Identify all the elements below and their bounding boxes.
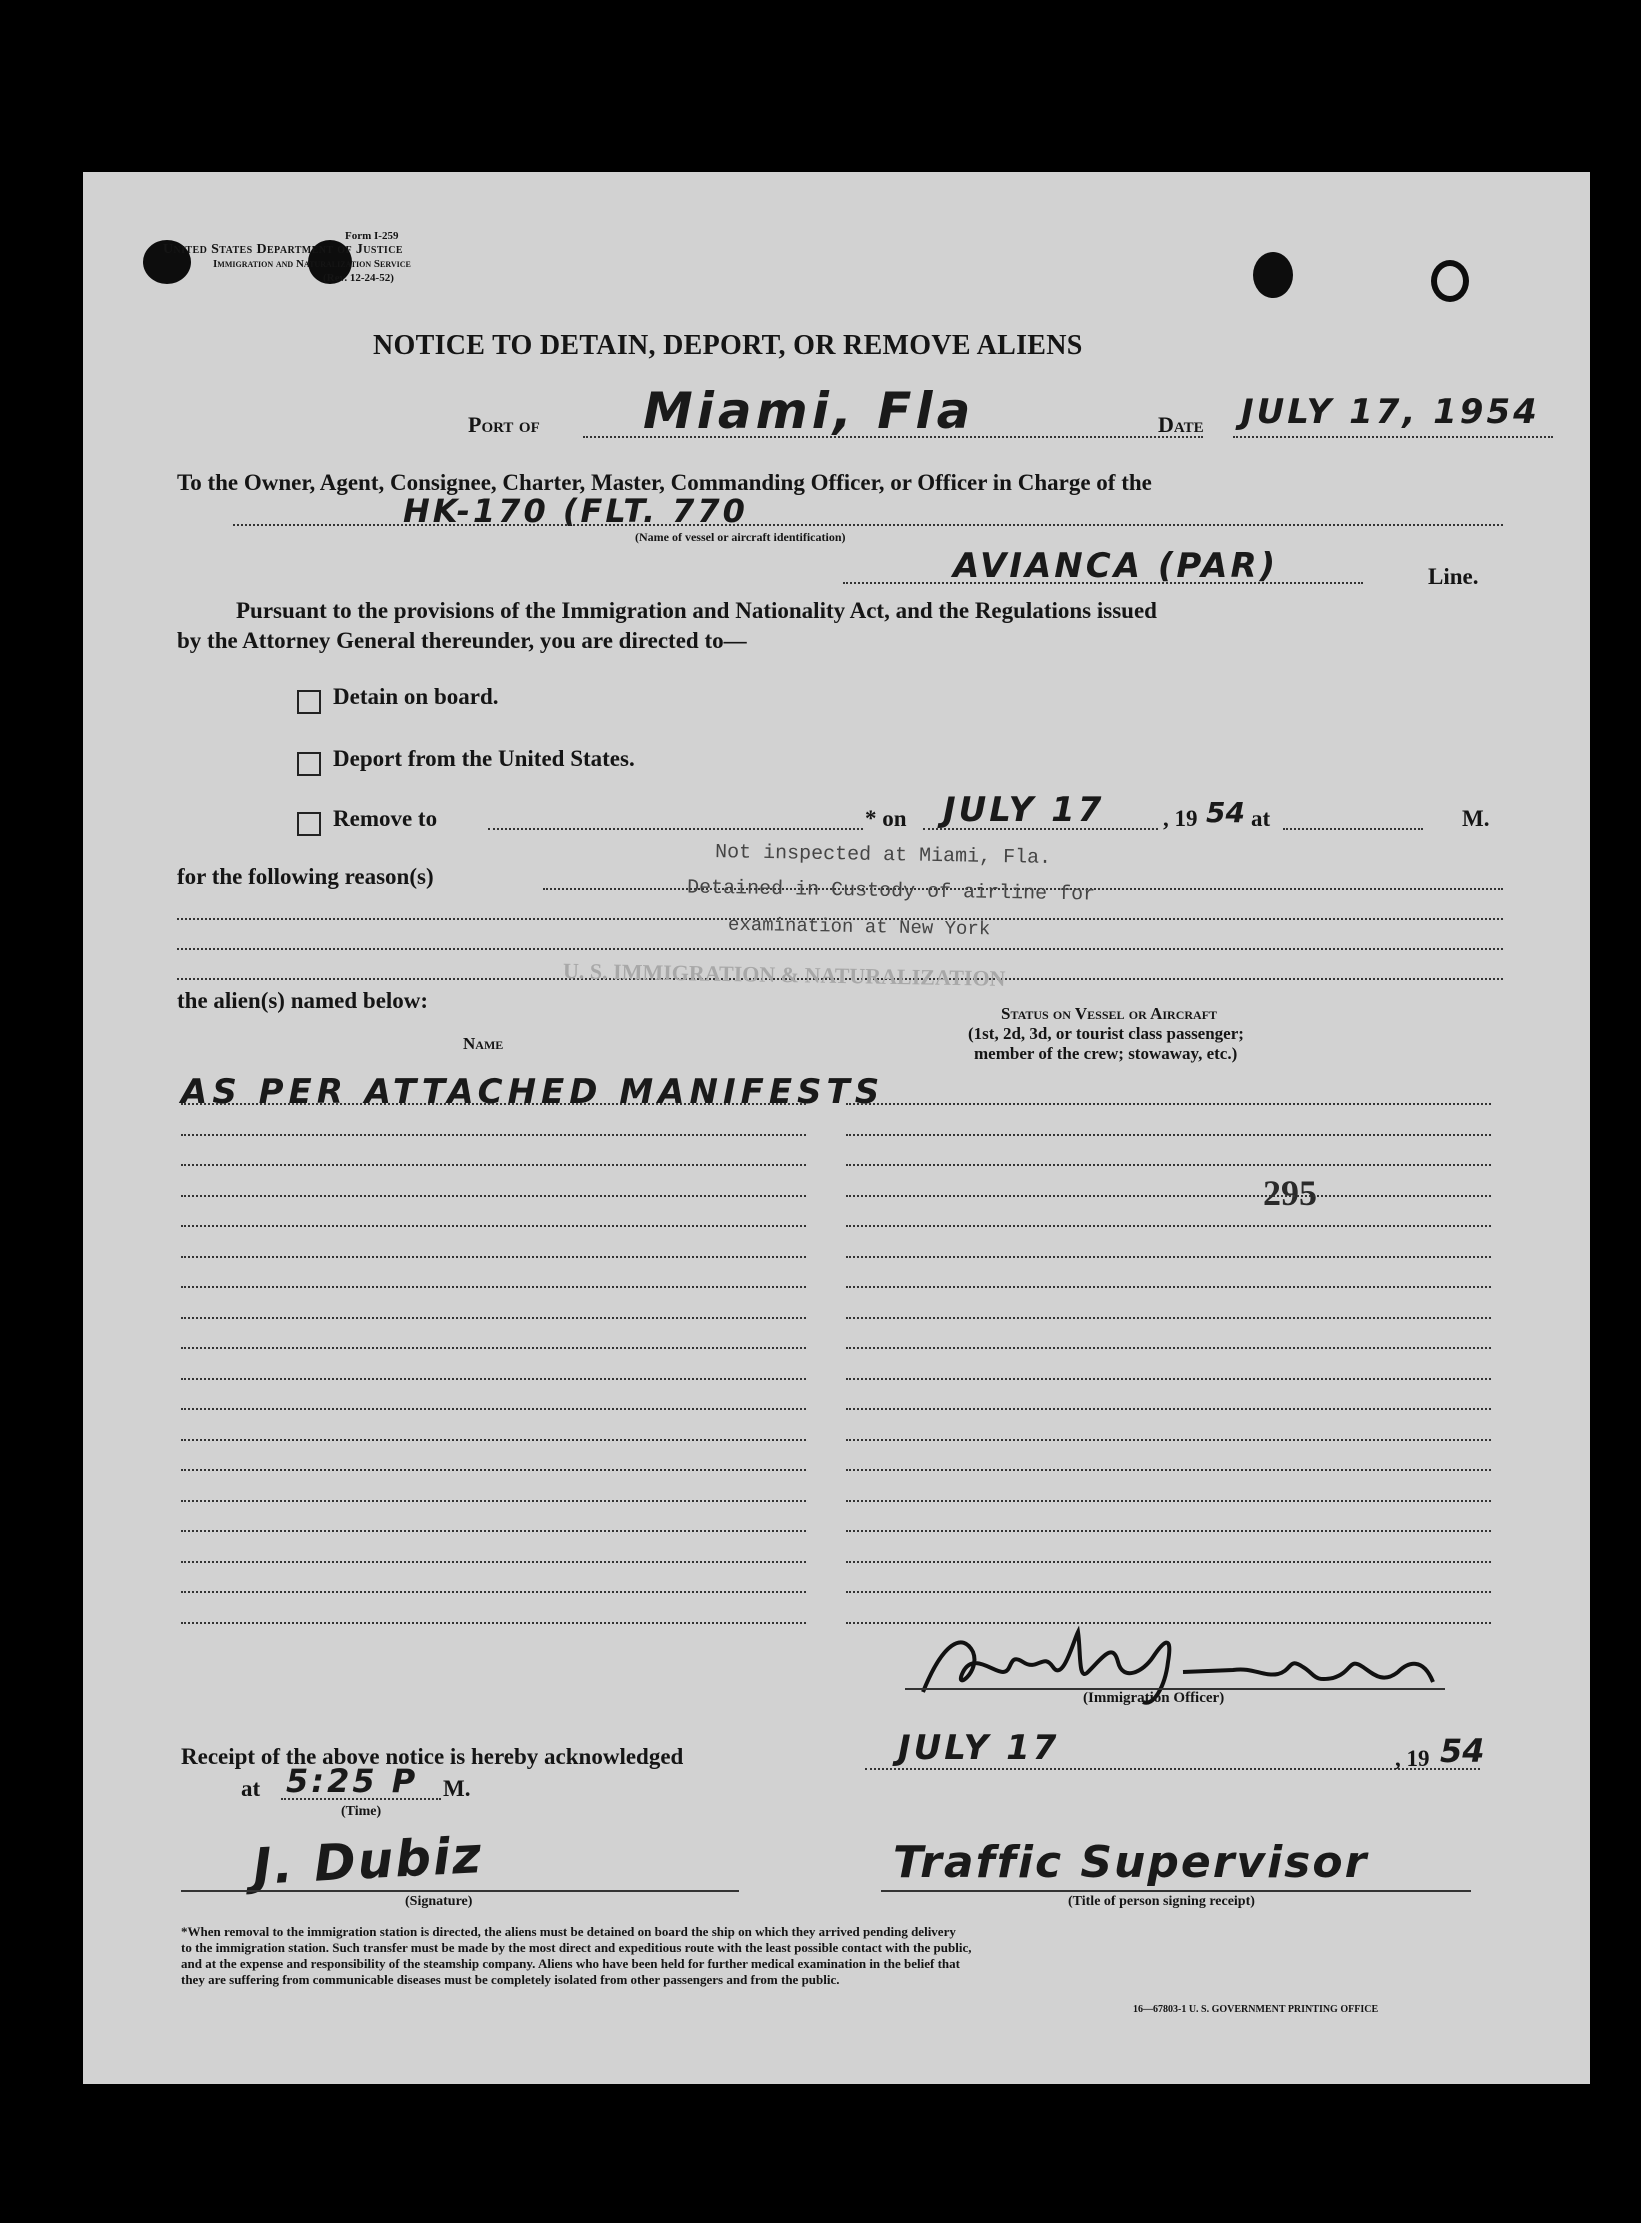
alien-status-line xyxy=(846,1195,1491,1197)
title-value: Traffic Supervisor xyxy=(893,1837,1369,1888)
faint-stamp: U. S. IMMIGRATION & NATURALIZATION xyxy=(562,958,1006,991)
to-owner-line: To the Owner, Agent, Consignee, Charter, Master, Commanding Officer, or Officer in Charge of the xyxy=(177,470,1152,495)
remove-m-label: M. xyxy=(1462,806,1490,831)
port-label: Port of xyxy=(468,412,540,437)
vessel-caption: (Name of vessel or aircraft identification) xyxy=(635,530,846,544)
remove-year-value: 54 xyxy=(1206,796,1245,829)
remove-at-label: at xyxy=(1251,806,1271,831)
status-subheader-1: (1st, 2d, 3d, or tourist class passenger; xyxy=(968,1024,1244,1043)
status-subheader-2: member of the crew; stowaway, etc.) xyxy=(974,1044,1238,1063)
alien-status-line xyxy=(846,1347,1491,1349)
footnote-4: they are suffering from communicable diseases must be completely isolated from other passengers and from the public. xyxy=(181,1972,840,1987)
alien-status-line xyxy=(846,1317,1491,1319)
remove-year-prefix: , 19 xyxy=(1163,806,1198,831)
deport-checkbox[interactable] xyxy=(297,752,321,776)
date-value: JULY 17, 1954 xyxy=(1241,392,1540,432)
alien-status-line xyxy=(846,1469,1491,1471)
alien-status-line xyxy=(846,1439,1491,1441)
stamp-number: 295 xyxy=(1263,1173,1317,1213)
service-name: Immigration and Naturalization Service xyxy=(213,258,411,270)
alien-name-line xyxy=(181,1500,806,1502)
alien-name-line xyxy=(181,1347,806,1349)
alien-status-line xyxy=(846,1530,1491,1532)
alien-name-line xyxy=(181,1103,806,1105)
title-line xyxy=(881,1890,1471,1892)
status-column-header: Status on Vessel or Aircraft xyxy=(1001,1004,1218,1023)
alien-status-line xyxy=(846,1591,1491,1593)
alien-status-line xyxy=(846,1225,1491,1227)
alien-name-line xyxy=(181,1195,806,1197)
date-label: Date xyxy=(1158,412,1204,437)
title-caption: (Title of person signing receipt) xyxy=(1068,1894,1255,1909)
reason-stamp-2: Detained in Custody of airline for xyxy=(686,876,1096,907)
alien-name-line xyxy=(181,1286,806,1288)
receipt-at-label: at xyxy=(241,1776,261,1801)
alien-name-line xyxy=(181,1530,806,1532)
signature-value: J. Dubiz xyxy=(251,1826,485,1896)
name-column-header: Name xyxy=(463,1034,504,1053)
line-label: Line. xyxy=(1428,564,1479,589)
date-line xyxy=(1233,436,1553,438)
form-number: Form I-259 xyxy=(345,230,399,242)
alien-name-line xyxy=(181,1164,806,1166)
deport-label: Deport from the United States. xyxy=(333,746,635,771)
remove-on-label: * on xyxy=(865,806,907,831)
alien-status-line xyxy=(846,1164,1491,1166)
remove-checkbox[interactable] xyxy=(297,812,321,836)
aliens-label: the alien(s) named below: xyxy=(177,988,429,1013)
alien-status-line xyxy=(846,1561,1491,1563)
punch-hole-right-outline xyxy=(1431,260,1469,302)
pursuant-text-1: Pursuant to the provisions of the Immigration and Nationality Act, and the Regulations issued xyxy=(236,598,1157,623)
form-title: NOTICE TO DETAIN, DEPORT, OR REMOVE ALIENS xyxy=(373,330,1083,361)
alien-name-line xyxy=(181,1439,806,1441)
form-page xyxy=(83,172,1590,2084)
alien-name-line xyxy=(181,1622,806,1624)
footnote-3: and at the expense and responsibility of the steamship company. Aliens who have been held for further medical examination in the belief that xyxy=(181,1956,960,1971)
line-value: AVIANCA (PAR) xyxy=(953,546,1279,586)
alien-status-line xyxy=(846,1378,1491,1380)
remove-label: Remove to xyxy=(333,806,438,831)
alien-name-line xyxy=(181,1225,806,1227)
signature-line xyxy=(181,1890,739,1892)
reason-stamp-3: examination at New York xyxy=(727,913,991,941)
alien-status-line xyxy=(846,1103,1491,1105)
signature-caption: (Signature) xyxy=(405,1894,473,1909)
alien-name-line xyxy=(181,1469,806,1471)
revision-date: (Rev. 12-24-52) xyxy=(323,272,394,284)
receipt-date-value: JULY 17 xyxy=(898,1728,1060,1768)
detain-checkbox[interactable] xyxy=(297,690,321,714)
reason-line-3 xyxy=(177,948,1503,950)
reason-stamp-1: Not inspected at Miami, Fla. xyxy=(714,841,1052,870)
printer-imprint: 16—67803-1 U. S. GOVERNMENT PRINTING OFFICE xyxy=(1133,2004,1379,2015)
detain-label: Detain on board. xyxy=(333,684,499,709)
remove-time-line xyxy=(1283,828,1423,830)
receipt-m-label: M. xyxy=(443,1776,471,1801)
receipt-text: Receipt of the above notice is hereby acknowledged xyxy=(181,1744,684,1769)
receipt-time-value: 5:25 P xyxy=(286,1762,419,1800)
alien-status-line xyxy=(846,1408,1491,1410)
remove-date-value: JULY 17 xyxy=(943,790,1105,830)
footnote-1: *When removal to the immigration station is directed, the aliens must be detained on board the ship on which they arrived pending delivery xyxy=(181,1924,956,1939)
port-value: Miami, Fla xyxy=(643,382,975,440)
reasons-label: for the following reason(s) xyxy=(177,864,434,889)
receipt-year-value: 54 xyxy=(1440,1732,1485,1770)
department-name: United States Department of Justice xyxy=(163,242,403,257)
remove-destination-line xyxy=(488,828,863,830)
vessel-value: HK-170 (FLT. 770 xyxy=(403,492,748,530)
officer-caption: (Immigration Officer) xyxy=(1083,1690,1225,1706)
alien-status-line xyxy=(846,1256,1491,1258)
receipt-year-prefix: , 19 xyxy=(1395,1746,1430,1771)
alien-name-line xyxy=(181,1408,806,1410)
alien-name-line xyxy=(181,1561,806,1563)
alien-status-line xyxy=(846,1500,1491,1502)
alien-name-line xyxy=(181,1317,806,1319)
receipt-date-line xyxy=(865,1768,1480,1770)
alien-name-line xyxy=(181,1378,806,1380)
alien-entry: AS PER ATTACHED MANIFESTS xyxy=(181,1072,885,1112)
alien-name-line xyxy=(181,1591,806,1593)
time-caption: (Time) xyxy=(341,1804,382,1819)
alien-name-line xyxy=(181,1256,806,1258)
alien-status-line xyxy=(846,1134,1491,1136)
footnote-2: to the immigration station. Such transfer must be made by the most direct and expeditious route with the least possible contact with the public, xyxy=(181,1940,972,1955)
pursuant-text-2: by the Attorney General thereunder, you are directed to— xyxy=(177,628,747,653)
punch-hole-right xyxy=(1253,252,1293,298)
alien-status-line xyxy=(846,1286,1491,1288)
alien-name-line xyxy=(181,1134,806,1136)
